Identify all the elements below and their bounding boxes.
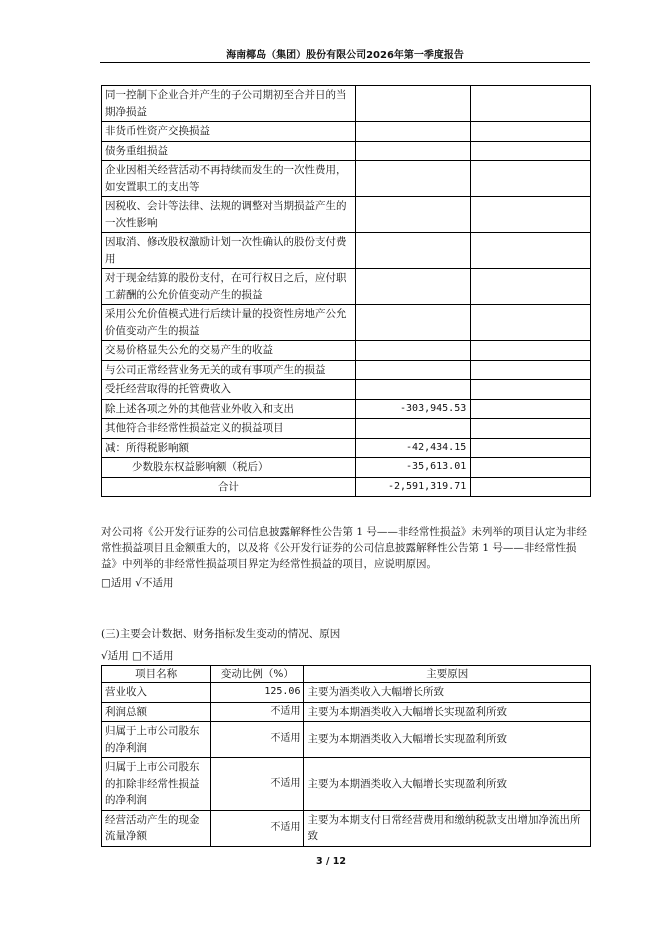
row-note [471, 305, 591, 341]
table-row [102, 233, 591, 269]
row-amount [355, 197, 471, 233]
row-amount [355, 341, 471, 361]
row-amount [355, 161, 471, 197]
change-ratio: 不适用 [211, 722, 304, 758]
non-recurring-gains-table [101, 85, 591, 497]
table-row [102, 683, 591, 703]
change-ratio: 不适用 [211, 702, 304, 722]
change-reason: 主要为酒类收入大幅增长所致 [304, 683, 591, 703]
row-label: 同一控制下企业合并产生的子公司期初至合并日的当期净损益 [102, 86, 356, 122]
item-name: 归属于上市公司股东的净利润 [102, 722, 211, 758]
row-label: 减：所得税影响额 [102, 438, 356, 458]
row-note [471, 458, 591, 478]
row-note [471, 197, 591, 233]
table-row [102, 197, 591, 233]
table-header-row [102, 666, 591, 683]
page-number: 3 / 12 [316, 856, 346, 867]
row-label: 受托经营取得的托管费收入 [102, 380, 356, 400]
row-note [471, 269, 591, 305]
item-name: 归属于上市公司股东的扣除非经常性损益的净利润 [102, 758, 211, 811]
row-label: 与公司正常经营业务无关的或有事项产生的损益 [102, 360, 356, 380]
row-amount [355, 419, 471, 439]
table-row [102, 86, 591, 122]
item-name: 经营活动产生的现金流量净额 [102, 810, 211, 846]
explanation-paragraph: 对公司将《公开发行证券的公司信息披露解释性公告第 1 号——非经常性损益》未列举的项目认定为非经常性损益项目且金额重大的，以及将《公开发行证券的公司信息披露解释性公告第 1 号——非经常性损益》中列举的非经常性损益项目界定为经常性损益的项目，应说明原因。 [101, 526, 587, 570]
column-header: 项目名称 [102, 666, 211, 683]
row-note [471, 360, 591, 380]
row-label: 采用公允价值模式进行后续计量的投资性房地产公允价值变动产生的损益 [102, 305, 356, 341]
table-row [102, 122, 591, 142]
row-label: 因取消、修改股权激励计划一次性确认的股份支付费用 [102, 233, 356, 269]
change-ratio: 不适用 [211, 758, 304, 811]
row-amount: -303,945.53 [355, 399, 471, 419]
row-label: 企业因相关经营活动不再持续而发生的一次性费用，如安置职工的支出等 [102, 161, 356, 197]
table-row [102, 399, 591, 419]
table-row [102, 702, 591, 722]
table-row [102, 758, 591, 811]
table-row [102, 458, 591, 478]
table-row [102, 341, 591, 361]
financial-changes-table [101, 665, 591, 847]
row-amount: -35,613.01 [355, 458, 471, 478]
row-note [471, 161, 591, 197]
change-reason: 主要为本期酒类收入大幅增长实现盈利所致 [304, 722, 591, 758]
table-row [102, 161, 591, 197]
row-note [471, 86, 591, 122]
header-divider [100, 62, 590, 63]
row-amount [355, 269, 471, 305]
table-row [102, 141, 591, 161]
table-row [102, 438, 591, 458]
row-note [471, 399, 591, 419]
row-amount [355, 305, 471, 341]
column-header: 主要原因 [304, 666, 591, 683]
row-note [471, 419, 591, 439]
total-label: 合计 [102, 477, 356, 497]
table-row [102, 810, 591, 846]
row-note [471, 438, 591, 458]
row-label: 除上述各项之外的其他营业外收入和支出 [102, 399, 356, 419]
change-ratio: 125.06 [211, 683, 304, 703]
row-amount [355, 122, 471, 142]
row-amount [355, 141, 471, 161]
row-amount: -42,434.15 [355, 438, 471, 458]
table-row [102, 305, 591, 341]
row-note [471, 122, 591, 142]
total-row [102, 477, 591, 497]
row-amount [355, 380, 471, 400]
total-amount: -2,591,319.71 [355, 477, 471, 497]
table-row [102, 722, 591, 758]
row-label: 非货币性资产交换损益 [102, 122, 356, 142]
change-ratio: 不适用 [211, 810, 304, 846]
section-title: (三)主要会计数据、财务指标发生变动的情况、原因 [101, 628, 341, 640]
row-label: 债务重组损益 [102, 141, 356, 161]
row-label: 交易价格显失公允的交易产生的收益 [102, 341, 356, 361]
row-amount [355, 360, 471, 380]
column-header: 变动比例（%） [211, 666, 304, 683]
row-label: 其他符合非经常性损益定义的损益项目 [102, 419, 356, 439]
change-reason: 主要为本期酒类收入大幅增长实现盈利所致 [304, 758, 591, 811]
row-amount [355, 233, 471, 269]
row-note [471, 233, 591, 269]
page-header: 海南椰岛（集团）股份有限公司2026年第一季度报告 [226, 50, 464, 61]
applicability-option: □适用 √不适用 [101, 577, 174, 589]
row-label: 少数股东权益影响额（税后） [102, 458, 356, 478]
table-row [102, 419, 591, 439]
row-label: 对于现金结算的股份支付，在可行权日之后，应付职工薪酬的公允价值变动产生的损益 [102, 269, 356, 305]
row-amount [355, 86, 471, 122]
applicability-option: √适用 □不适用 [101, 650, 174, 662]
item-name: 利润总额 [102, 702, 211, 722]
table-row [102, 360, 591, 380]
change-reason: 主要为本期支付日常经营费用和缴纳税款支出增加净流出所致 [304, 810, 591, 846]
row-note [471, 380, 591, 400]
row-note [471, 477, 591, 497]
row-note [471, 141, 591, 161]
row-label: 因税收、会计等法律、法规的调整对当期损益产生的一次性影响 [102, 197, 356, 233]
table-row [102, 380, 591, 400]
table-row [102, 269, 591, 305]
row-note [471, 341, 591, 361]
item-name: 营业收入 [102, 683, 211, 703]
change-reason: 主要为本期酒类收入大幅增长实现盈利所致 [304, 702, 591, 722]
